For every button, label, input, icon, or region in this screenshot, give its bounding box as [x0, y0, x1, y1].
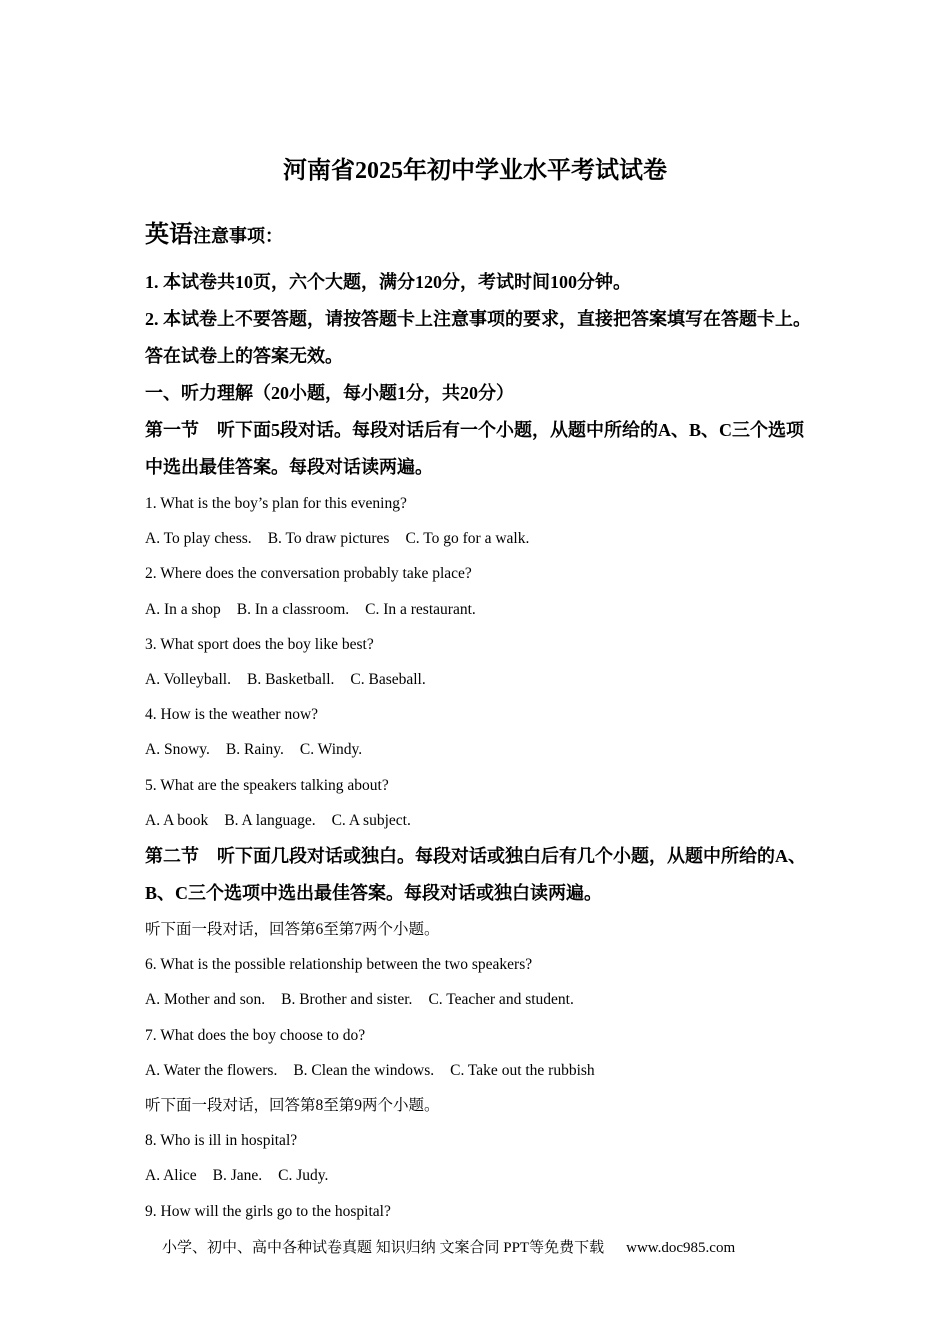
subject-heading: [145, 214, 283, 249]
notice-heading: 注意事项：: [193, 226, 283, 246]
option-b: B. To draw pictures: [267, 530, 390, 548]
question-1: 1. What is the boy’s plan for this evening?: [145, 495, 407, 512]
option-b: B. A language.: [224, 811, 316, 829]
option-a: A. In a shop: [145, 600, 221, 618]
option-b: B. Rainy.: [225, 741, 284, 759]
option-c: C. Take out the rubbish: [450, 1061, 595, 1079]
question-7-options: [145, 1053, 815, 1088]
question-2: 2. Where does the conversation probably take place?: [145, 565, 472, 583]
section-heading-listening: 一、听力理解（20小题，每小题1分，共20分）: [145, 383, 514, 403]
question-5: 5. What are the speakers talking about?: [145, 776, 389, 794]
question-8-options: [145, 1158, 815, 1193]
option-c: C. A subject.: [331, 811, 411, 829]
option-c: C. In a restaurant.: [365, 600, 476, 618]
instruction-q6-q7: 听下面一段对话，回答第6至第7两个小题。: [145, 921, 440, 939]
option-b: B. In a classroom.: [236, 600, 350, 618]
option-b: B. Jane.: [212, 1167, 263, 1185]
notice-item-1: 1. 本试卷共10页，六个大题，满分120分，考试时间100分钟。: [145, 272, 631, 292]
question-6-options: [145, 982, 815, 1017]
option-a: A. Mother and son.: [145, 991, 266, 1009]
subject-label: 英语: [145, 222, 193, 248]
option-c: C. To go for a walk.: [405, 530, 530, 548]
option-a: A. Snowy.: [145, 741, 210, 759]
option-c: C. Windy.: [299, 741, 363, 759]
question-3-options: [145, 662, 815, 697]
question-5-options: [145, 803, 815, 838]
option-a: A. Volleyball.: [145, 671, 231, 689]
option-a: A. Alice: [145, 1167, 197, 1185]
footer-url-link[interactable]: www.doc985.com: [626, 1240, 736, 1256]
footer-text: 小学、初中、高中各种试卷真题 知识归纳 文案合同 PPT等免费下载: [162, 1240, 605, 1256]
option-c: C. Teacher and student.: [428, 991, 574, 1009]
option-a: A. A book: [145, 811, 209, 829]
question-2-options: [145, 592, 815, 627]
question-4-options: [145, 732, 815, 767]
option-a: A. Water the flowers.: [145, 1061, 278, 1079]
page-title: 河南省2025年初中学业水平考试试卷: [283, 158, 667, 184]
option-b: B. Basketball.: [246, 671, 335, 689]
question-8: 8. Who is ill in hospital?: [145, 1132, 298, 1150]
option-a: A. To play chess.: [145, 530, 252, 548]
notice-item-2: 2. 本试卷上不要答题，请按答题卡上注意事项的要求，直接把答案填写在答题卡上。答在试卷上的答案无效。: [145, 309, 811, 366]
part-2-instruction: 第二节 听下面几段对话或独白。每段对话或独白后有几个小题，从题中所给的A、B、C三个选项中选出最佳答案。每段对话或独白读两遍。: [145, 846, 806, 904]
exam-content: [145, 264, 815, 1229]
option-b: B. Brother and sister.: [281, 991, 413, 1009]
question-6: 6. What is the possible relationship between the two speakers?: [145, 956, 533, 974]
option-c: C. Baseball.: [350, 671, 426, 689]
question-9: 9. How will the girls go to the hospital?: [145, 1202, 391, 1220]
question-1-options: [145, 521, 815, 556]
question-4: 4. How is the weather now?: [145, 706, 319, 724]
option-b: B. Clean the windows.: [293, 1061, 435, 1079]
part-1-instruction: 第一节 听下面5段对话。每段对话后有一个小题，从题中所给的A、B、C三个选项中选出最佳答案。每段对话读两遍。: [145, 420, 805, 477]
option-c: C. Judy.: [278, 1167, 329, 1185]
page-footer: [162, 1236, 735, 1257]
question-7: 7. What does the boy choose to do?: [145, 1026, 366, 1044]
question-3: 3. What sport does the boy like best?: [145, 635, 374, 653]
instruction-q8-q9: 听下面一段对话，回答第8至第9两个小题。: [145, 1097, 440, 1115]
